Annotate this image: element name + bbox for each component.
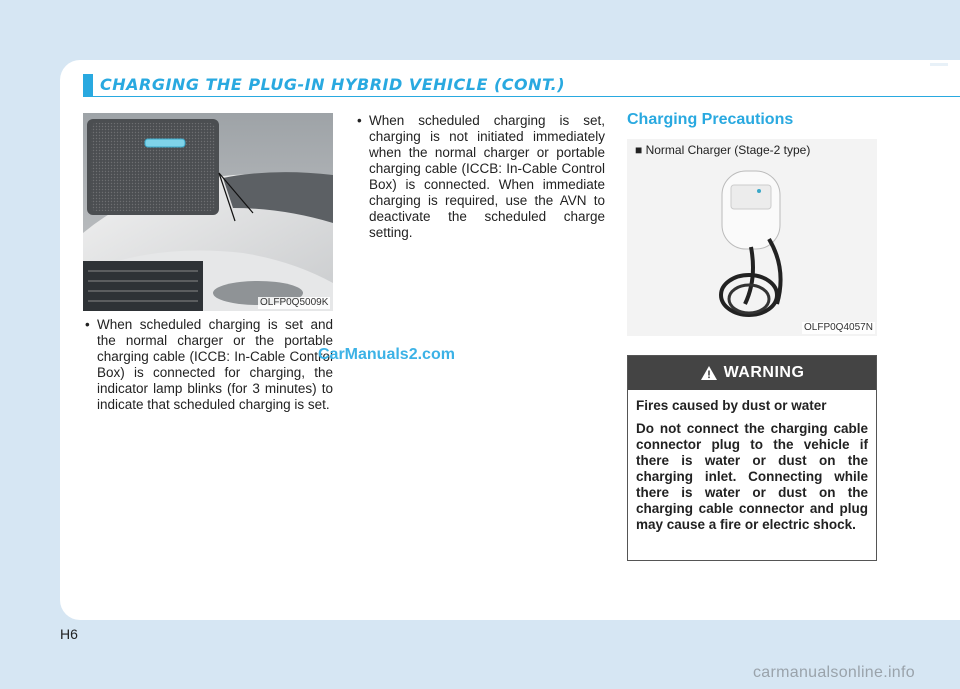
warning-subtitle: Fires caused by dust or water (636, 398, 827, 413)
warning-box (627, 355, 877, 561)
warning-header (628, 356, 876, 390)
car-indicator-photo (83, 113, 333, 311)
title-rule (83, 96, 960, 97)
title-accent-bar (83, 74, 93, 96)
car-illustration (83, 113, 333, 311)
watermark-text: CarManuals2.com (318, 346, 455, 363)
section-heading: Charging Precautions (627, 111, 794, 128)
middle-paragraph (355, 113, 605, 241)
charger-photo (627, 139, 877, 336)
footer-watermark: carmanualsonline.info (753, 664, 915, 681)
page-number: H6 (60, 626, 78, 642)
warning-triangle-icon (700, 365, 718, 381)
photo-caption-right: OLFP0Q4057N (804, 322, 873, 333)
corner-mark (930, 63, 948, 66)
warning-text: Do not connect the charging cable connector plug to the vehicle if there is water or dust on the charging inlet. Connecting while there is water or dust on the charging cable connector and plug may cause a fire or electric shock. (636, 421, 868, 532)
left-paragraph (83, 317, 333, 413)
page-title: CHARGING THE PLUG-IN HYBRID VEHICLE (CONT.) (100, 75, 566, 94)
photo-label: ■ Normal Charger (Stage-2 type) (635, 143, 811, 157)
charger-illustration (627, 139, 877, 336)
photo-caption-left: OLFP0Q5009K (260, 297, 329, 308)
warning-body (628, 390, 876, 533)
bullet-item: • When scheduled charging is set and the normal charger or the portable charging cable (ICCB: In-Cable Control Box) is connected for charging, the indicator lamp blinks (for 3 minutes) to indicate that scheduled charging is set. (83, 317, 333, 413)
warning-label: WARNING (723, 364, 805, 381)
bullet-item: • When scheduled charging is set, charging is not initiated immediately when the normal charger or portable charging cable (ICCB: In-Cable Control Box) is connected. When immediate charging is required, use the AVN to deactivate the scheduled charge setting. (355, 113, 605, 241)
